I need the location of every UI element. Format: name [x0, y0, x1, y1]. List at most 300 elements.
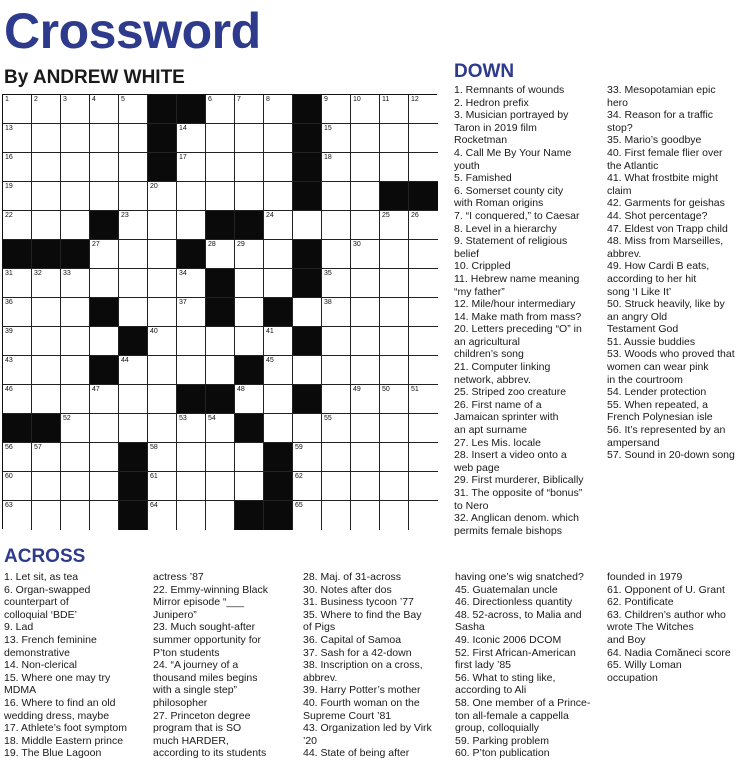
- grid-cell[interactable]: [264, 95, 293, 124]
- grid-cell[interactable]: [351, 298, 380, 327]
- clue-line: network, abbrev.: [454, 373, 531, 386]
- cell-number: 27: [92, 241, 100, 248]
- grid-black-square: [293, 182, 322, 211]
- grid-cell[interactable]: [61, 298, 90, 327]
- cell-number: 49: [353, 386, 361, 393]
- cell-number: 35: [324, 270, 332, 277]
- grid-cell[interactable]: [235, 124, 264, 153]
- grid-black-square: [293, 385, 322, 414]
- grid-cell[interactable]: [322, 472, 351, 501]
- clue-line: belief: [454, 247, 480, 260]
- grid-cell[interactable]: [119, 124, 148, 153]
- cell-number: 57: [34, 444, 42, 451]
- clue-line: 2. Hedron prefix: [454, 96, 529, 109]
- grid-cell[interactable]: [409, 472, 438, 501]
- grid-cell[interactable]: [206, 182, 235, 211]
- grid-black-square: [380, 182, 409, 211]
- cell-number: 60: [5, 473, 13, 480]
- grid-cell[interactable]: [177, 443, 206, 472]
- clue-line: in the courtroom: [607, 373, 683, 386]
- grid-cell[interactable]: [293, 414, 322, 443]
- grid-cell[interactable]: [380, 298, 409, 327]
- grid-cell[interactable]: [3, 124, 32, 153]
- grid-black-square: [119, 501, 148, 530]
- clue-line: Mirror episode “___: [153, 596, 245, 609]
- grid-cell[interactable]: [264, 124, 293, 153]
- clue-line: to Nero: [454, 499, 489, 512]
- clue-line: 44. Shot percentage?: [607, 209, 708, 222]
- grid-cell[interactable]: [264, 240, 293, 269]
- grid-cell[interactable]: [322, 95, 351, 124]
- grid-cell[interactable]: [409, 95, 438, 124]
- grid-cell[interactable]: [409, 385, 438, 414]
- clue-line: 39. Harry Potter’s mother: [303, 684, 421, 697]
- clue-line: with a single step”: [153, 684, 238, 697]
- grid-cell[interactable]: [264, 211, 293, 240]
- grid-cell[interactable]: [148, 501, 177, 530]
- grid-cell[interactable]: [380, 472, 409, 501]
- clue-line: 47. Eldest von Trapp child: [607, 222, 728, 235]
- grid-cell[interactable]: [409, 501, 438, 530]
- grid-black-square: [206, 385, 235, 414]
- grid-cell[interactable]: [148, 443, 177, 472]
- clue-line: thousand miles begins: [153, 671, 258, 684]
- grid-cell[interactable]: [351, 356, 380, 385]
- grid-cell[interactable]: [177, 124, 206, 153]
- clue-line: first lady ’85: [455, 659, 512, 672]
- grid-black-square: [3, 414, 32, 443]
- grid-cell[interactable]: [61, 95, 90, 124]
- cell-number: 28: [208, 241, 216, 248]
- grid-black-square: [90, 298, 119, 327]
- grid-cell[interactable]: [32, 269, 61, 298]
- clue-line: with Roman origins: [454, 197, 544, 210]
- grid-cell[interactable]: [32, 385, 61, 414]
- clue-line: women can wear pink: [607, 361, 709, 374]
- grid-cell[interactable]: [380, 124, 409, 153]
- clue-line: 63. Children’s author who: [607, 608, 726, 621]
- grid-cell[interactable]: [32, 443, 61, 472]
- grid-cell[interactable]: [90, 385, 119, 414]
- grid-cell[interactable]: [32, 298, 61, 327]
- cell-number: 18: [324, 154, 332, 161]
- grid-cell[interactable]: [61, 443, 90, 472]
- cell-number: 46: [5, 386, 13, 393]
- clue-line: 19. The Blue Lagoon: [4, 747, 102, 760]
- grid-cell[interactable]: [3, 211, 32, 240]
- grid-cell[interactable]: [409, 443, 438, 472]
- grid-cell[interactable]: [61, 385, 90, 414]
- cell-number: 2: [34, 96, 38, 103]
- grid-cell[interactable]: [409, 414, 438, 443]
- cell-number: 41: [266, 328, 274, 335]
- grid-cell[interactable]: [148, 327, 177, 356]
- across-clues-column-3: [303, 571, 449, 760]
- clue-line: 21. Computer linking: [454, 361, 551, 374]
- grid-cell[interactable]: [351, 182, 380, 211]
- grid-cell[interactable]: [380, 443, 409, 472]
- grid-cell[interactable]: [351, 153, 380, 182]
- grid-cell[interactable]: [119, 182, 148, 211]
- clue-line: 16. Where to find an old: [4, 696, 116, 709]
- grid-cell[interactable]: [409, 298, 438, 327]
- grid-cell[interactable]: [206, 356, 235, 385]
- grid-cell[interactable]: [322, 269, 351, 298]
- grid-cell[interactable]: [61, 356, 90, 385]
- grid-cell[interactable]: [3, 269, 32, 298]
- grid-cell[interactable]: [351, 95, 380, 124]
- cell-number: 11: [382, 96, 390, 103]
- grid-cell[interactable]: [61, 153, 90, 182]
- clue-line: wrote The Witches: [607, 621, 694, 634]
- grid-cell[interactable]: [380, 327, 409, 356]
- grid-cell[interactable]: [409, 327, 438, 356]
- clue-line: Jamaican sprinter with: [454, 411, 559, 424]
- clue-line: 6. Somerset county city: [454, 184, 564, 197]
- cell-number: 1: [5, 96, 9, 103]
- clue-line: 17. Athlete’s foot symptom: [4, 722, 127, 735]
- grid-cell[interactable]: [32, 153, 61, 182]
- cell-number: 38: [324, 299, 332, 306]
- grid-cell[interactable]: [264, 385, 293, 414]
- clue-line: and Boy: [607, 633, 646, 646]
- grid-cell[interactable]: [148, 211, 177, 240]
- cell-number: 40: [150, 328, 158, 335]
- grid-cell[interactable]: [206, 443, 235, 472]
- cell-number: 31: [5, 270, 13, 277]
- cell-number: 9: [324, 96, 328, 103]
- grid-cell[interactable]: [380, 414, 409, 443]
- grid-cell[interactable]: [351, 443, 380, 472]
- grid-cell[interactable]: [177, 269, 206, 298]
- cell-number: 13: [5, 125, 13, 132]
- grid-cell[interactable]: [119, 153, 148, 182]
- grid-cell[interactable]: [90, 501, 119, 530]
- clue-line: 3. Musician portrayed by: [454, 109, 569, 122]
- grid-cell[interactable]: [235, 240, 264, 269]
- grid-cell[interactable]: [206, 327, 235, 356]
- clue-line: 24. “A journey of a: [153, 659, 239, 672]
- clue-line: according to its students: [153, 747, 267, 760]
- cell-number: 14: [179, 125, 187, 132]
- clue-line: Testament God: [607, 323, 679, 336]
- grid-cell[interactable]: [409, 356, 438, 385]
- clue-line: 20. Letters preceding “O” in: [454, 323, 582, 336]
- grid-cell[interactable]: [3, 182, 32, 211]
- grid-cell[interactable]: [264, 182, 293, 211]
- cell-number: 65: [295, 502, 303, 509]
- grid-cell[interactable]: [148, 385, 177, 414]
- grid-cell[interactable]: [322, 501, 351, 530]
- cell-number: 51: [411, 386, 419, 393]
- grid-cell[interactable]: [322, 211, 351, 240]
- clue-line: 45. Guatemalan uncle: [455, 583, 558, 596]
- grid-cell[interactable]: [322, 327, 351, 356]
- grid-cell[interactable]: [90, 95, 119, 124]
- grid-cell[interactable]: [3, 501, 32, 530]
- grid-cell[interactable]: [119, 95, 148, 124]
- grid-cell[interactable]: [235, 269, 264, 298]
- cell-number: 20: [150, 183, 158, 190]
- grid-cell[interactable]: [177, 153, 206, 182]
- cell-number: 53: [179, 415, 187, 422]
- grid-cell[interactable]: [264, 153, 293, 182]
- clue-line: 12. Mile/hour intermediary: [454, 298, 576, 311]
- grid-cell[interactable]: [177, 356, 206, 385]
- grid-cell[interactable]: [380, 385, 409, 414]
- across-clues-column-4: [455, 571, 601, 760]
- grid-cell[interactable]: [32, 182, 61, 211]
- grid-cell[interactable]: [3, 153, 32, 182]
- cell-number: 8: [266, 96, 270, 103]
- grid-cell[interactable]: [351, 414, 380, 443]
- cell-number: 59: [295, 444, 303, 451]
- grid-black-square: [32, 414, 61, 443]
- grid-cell[interactable]: [351, 124, 380, 153]
- grid-cell[interactable]: [3, 327, 32, 356]
- grid-cell[interactable]: [264, 356, 293, 385]
- grid-cell[interactable]: [264, 327, 293, 356]
- grid-cell[interactable]: [351, 327, 380, 356]
- clue-line: 48. 52-across, to Malia and: [455, 608, 582, 621]
- grid-cell[interactable]: [380, 95, 409, 124]
- grid-cell[interactable]: [177, 414, 206, 443]
- grid-cell[interactable]: [380, 153, 409, 182]
- clue-line: claim: [607, 184, 632, 197]
- grid-cell[interactable]: [380, 240, 409, 269]
- clue-line: 1. Let sit, as tea: [4, 571, 79, 583]
- grid-cell[interactable]: [293, 298, 322, 327]
- grid-cell[interactable]: [206, 95, 235, 124]
- clue-line: 49. How Cardi B eats,: [607, 260, 710, 273]
- clue-line: abbrev.: [607, 247, 642, 260]
- grid-cell[interactable]: [3, 95, 32, 124]
- grid-black-square: [177, 240, 206, 269]
- grid-cell[interactable]: [206, 501, 235, 530]
- grid-cell[interactable]: [235, 95, 264, 124]
- grid-cell[interactable]: [61, 182, 90, 211]
- grid-cell[interactable]: [148, 298, 177, 327]
- grid-cell[interactable]: [32, 356, 61, 385]
- grid-cell[interactable]: [119, 385, 148, 414]
- grid-cell[interactable]: [119, 298, 148, 327]
- grid-cell[interactable]: [177, 501, 206, 530]
- clue-line: youth: [454, 159, 480, 172]
- clue-line: the Atlantic: [607, 159, 659, 172]
- grid-cell[interactable]: [206, 414, 235, 443]
- grid-cell[interactable]: [61, 414, 90, 443]
- grid-cell[interactable]: [148, 414, 177, 443]
- grid-cell[interactable]: [148, 182, 177, 211]
- grid-cell[interactable]: [235, 153, 264, 182]
- grid-cell[interactable]: [351, 269, 380, 298]
- clue-line: ampersand: [607, 436, 660, 449]
- clue-line: permits female bishops: [454, 524, 562, 537]
- grid-cell[interactable]: [380, 211, 409, 240]
- grid-cell[interactable]: [119, 356, 148, 385]
- grid-cell[interactable]: [90, 414, 119, 443]
- grid-cell[interactable]: [409, 240, 438, 269]
- grid-black-square: [206, 269, 235, 298]
- grid-black-square: [119, 327, 148, 356]
- grid-cell[interactable]: [177, 182, 206, 211]
- grid-cell[interactable]: [32, 124, 61, 153]
- grid-cell[interactable]: [380, 501, 409, 530]
- grid-cell[interactable]: [90, 327, 119, 356]
- clue-line: 28. Insert a video onto a: [454, 449, 567, 462]
- grid-cell[interactable]: [264, 269, 293, 298]
- crossword-grid[interactable]: [2, 94, 437, 529]
- grid-cell[interactable]: [3, 385, 32, 414]
- grid-black-square: [293, 124, 322, 153]
- down-clues-column-2: [607, 84, 743, 462]
- clue-line: program that is SO: [153, 722, 242, 735]
- grid-cell[interactable]: [90, 443, 119, 472]
- grid-cell[interactable]: [177, 211, 206, 240]
- grid-cell[interactable]: [235, 327, 264, 356]
- grid-cell[interactable]: [61, 327, 90, 356]
- clue-line: 41. What frostbite might: [607, 172, 718, 185]
- grid-cell[interactable]: [90, 269, 119, 298]
- grid-cell[interactable]: [351, 240, 380, 269]
- grid-cell[interactable]: [264, 414, 293, 443]
- grid-cell[interactable]: [351, 211, 380, 240]
- cell-number: 34: [179, 270, 187, 277]
- clue-line: 4. Call Me By Your Name: [454, 146, 572, 159]
- grid-cell[interactable]: [148, 240, 177, 269]
- grid-cell[interactable]: [293, 443, 322, 472]
- grid-cell[interactable]: [90, 240, 119, 269]
- grid-cell[interactable]: [235, 298, 264, 327]
- grid-cell[interactable]: [32, 501, 61, 530]
- grid-black-square: [32, 240, 61, 269]
- grid-cell[interactable]: [293, 211, 322, 240]
- clue-line: Junipero”: [153, 608, 197, 621]
- grid-cell[interactable]: [409, 124, 438, 153]
- grid-cell[interactable]: [351, 472, 380, 501]
- grid-cell[interactable]: [61, 124, 90, 153]
- page-title: Crossword: [4, 3, 261, 59]
- clue-line: 49. Iconic 2006 DCOM: [455, 633, 562, 646]
- grid-cell[interactable]: [293, 501, 322, 530]
- grid-cell[interactable]: [90, 153, 119, 182]
- grid-cell[interactable]: [322, 153, 351, 182]
- clue-line: demonstrative: [4, 646, 70, 659]
- grid-cell[interactable]: [177, 472, 206, 501]
- grid-cell[interactable]: [206, 472, 235, 501]
- grid-cell[interactable]: [119, 240, 148, 269]
- grid-cell[interactable]: [177, 327, 206, 356]
- grid-cell[interactable]: [32, 472, 61, 501]
- grid-cell[interactable]: [3, 298, 32, 327]
- grid-cell[interactable]: [119, 211, 148, 240]
- clue-line: an apt surname: [454, 424, 527, 437]
- grid-cell[interactable]: [148, 472, 177, 501]
- grid-cell[interactable]: [61, 472, 90, 501]
- grid-cell[interactable]: [206, 240, 235, 269]
- grid-cell[interactable]: [235, 472, 264, 501]
- grid-cell[interactable]: [322, 385, 351, 414]
- clue-line: 6. Organ-swapped: [4, 583, 91, 596]
- grid-cell[interactable]: [3, 356, 32, 385]
- grid-cell[interactable]: [351, 501, 380, 530]
- clue-line: 33. Mesopotamian epic: [607, 84, 716, 96]
- grid-cell[interactable]: [409, 153, 438, 182]
- grid-cell[interactable]: [409, 269, 438, 298]
- clue-line: 18. Middle Eastern prince: [4, 734, 124, 747]
- clue-line: 22. Emmy-winning Black: [153, 583, 268, 596]
- cell-number: 4: [92, 96, 96, 103]
- grid-cell[interactable]: [90, 182, 119, 211]
- grid-black-square: [119, 472, 148, 501]
- grid-black-square: [90, 211, 119, 240]
- grid-cell[interactable]: [61, 269, 90, 298]
- clue-line: 50. Struck heavily, like by: [607, 298, 725, 311]
- clue-line: 55. When repeated, a: [607, 398, 708, 411]
- grid-cell[interactable]: [235, 182, 264, 211]
- grid-cell[interactable]: [351, 385, 380, 414]
- clue-line: founded in 1979: [607, 571, 683, 583]
- grid-black-square: [264, 501, 293, 530]
- clue-line: 56. What to sting like,: [455, 671, 556, 684]
- grid-cell[interactable]: [3, 443, 32, 472]
- grid-cell[interactable]: [90, 472, 119, 501]
- grid-cell[interactable]: [148, 269, 177, 298]
- grid-cell[interactable]: [322, 414, 351, 443]
- grid-cell[interactable]: [206, 124, 235, 153]
- cell-number: 63: [5, 502, 13, 509]
- grid-cell[interactable]: [322, 298, 351, 327]
- grid-cell[interactable]: [177, 298, 206, 327]
- grid-cell[interactable]: [322, 356, 351, 385]
- grid-cell[interactable]: [322, 240, 351, 269]
- grid-cell[interactable]: [293, 356, 322, 385]
- grid-cell[interactable]: [206, 153, 235, 182]
- cell-number: 19: [5, 183, 13, 190]
- grid-cell[interactable]: [322, 124, 351, 153]
- grid-cell[interactable]: [90, 124, 119, 153]
- grid-cell[interactable]: [148, 356, 177, 385]
- grid-cell[interactable]: [32, 327, 61, 356]
- cell-number: 39: [5, 328, 13, 335]
- clue-line: an angry Old: [607, 310, 668, 323]
- grid-cell[interactable]: [235, 443, 264, 472]
- cell-number: 30: [353, 241, 361, 248]
- grid-cell[interactable]: [322, 443, 351, 472]
- grid-cell[interactable]: [293, 472, 322, 501]
- cell-number: 33: [63, 270, 71, 277]
- grid-cell[interactable]: [32, 211, 61, 240]
- grid-cell[interactable]: [3, 472, 32, 501]
- clue-line: 27. Les Mis. locale: [454, 436, 541, 449]
- grid-cell[interactable]: [61, 501, 90, 530]
- grid-cell[interactable]: [235, 385, 264, 414]
- grid-cell[interactable]: [119, 414, 148, 443]
- grid-cell[interactable]: [322, 182, 351, 211]
- grid-cell[interactable]: [409, 211, 438, 240]
- grid-black-square: [293, 269, 322, 298]
- clue-line: summer opportunity for: [153, 633, 261, 646]
- grid-cell[interactable]: [380, 356, 409, 385]
- grid-cell[interactable]: [380, 269, 409, 298]
- clue-line: 36. Capital of Samoa: [303, 633, 402, 646]
- cell-number: 17: [179, 154, 187, 161]
- grid-cell[interactable]: [61, 211, 90, 240]
- grid-cell[interactable]: [32, 95, 61, 124]
- grid-black-square: [264, 298, 293, 327]
- grid-cell[interactable]: [119, 269, 148, 298]
- cell-number: 25: [382, 212, 390, 219]
